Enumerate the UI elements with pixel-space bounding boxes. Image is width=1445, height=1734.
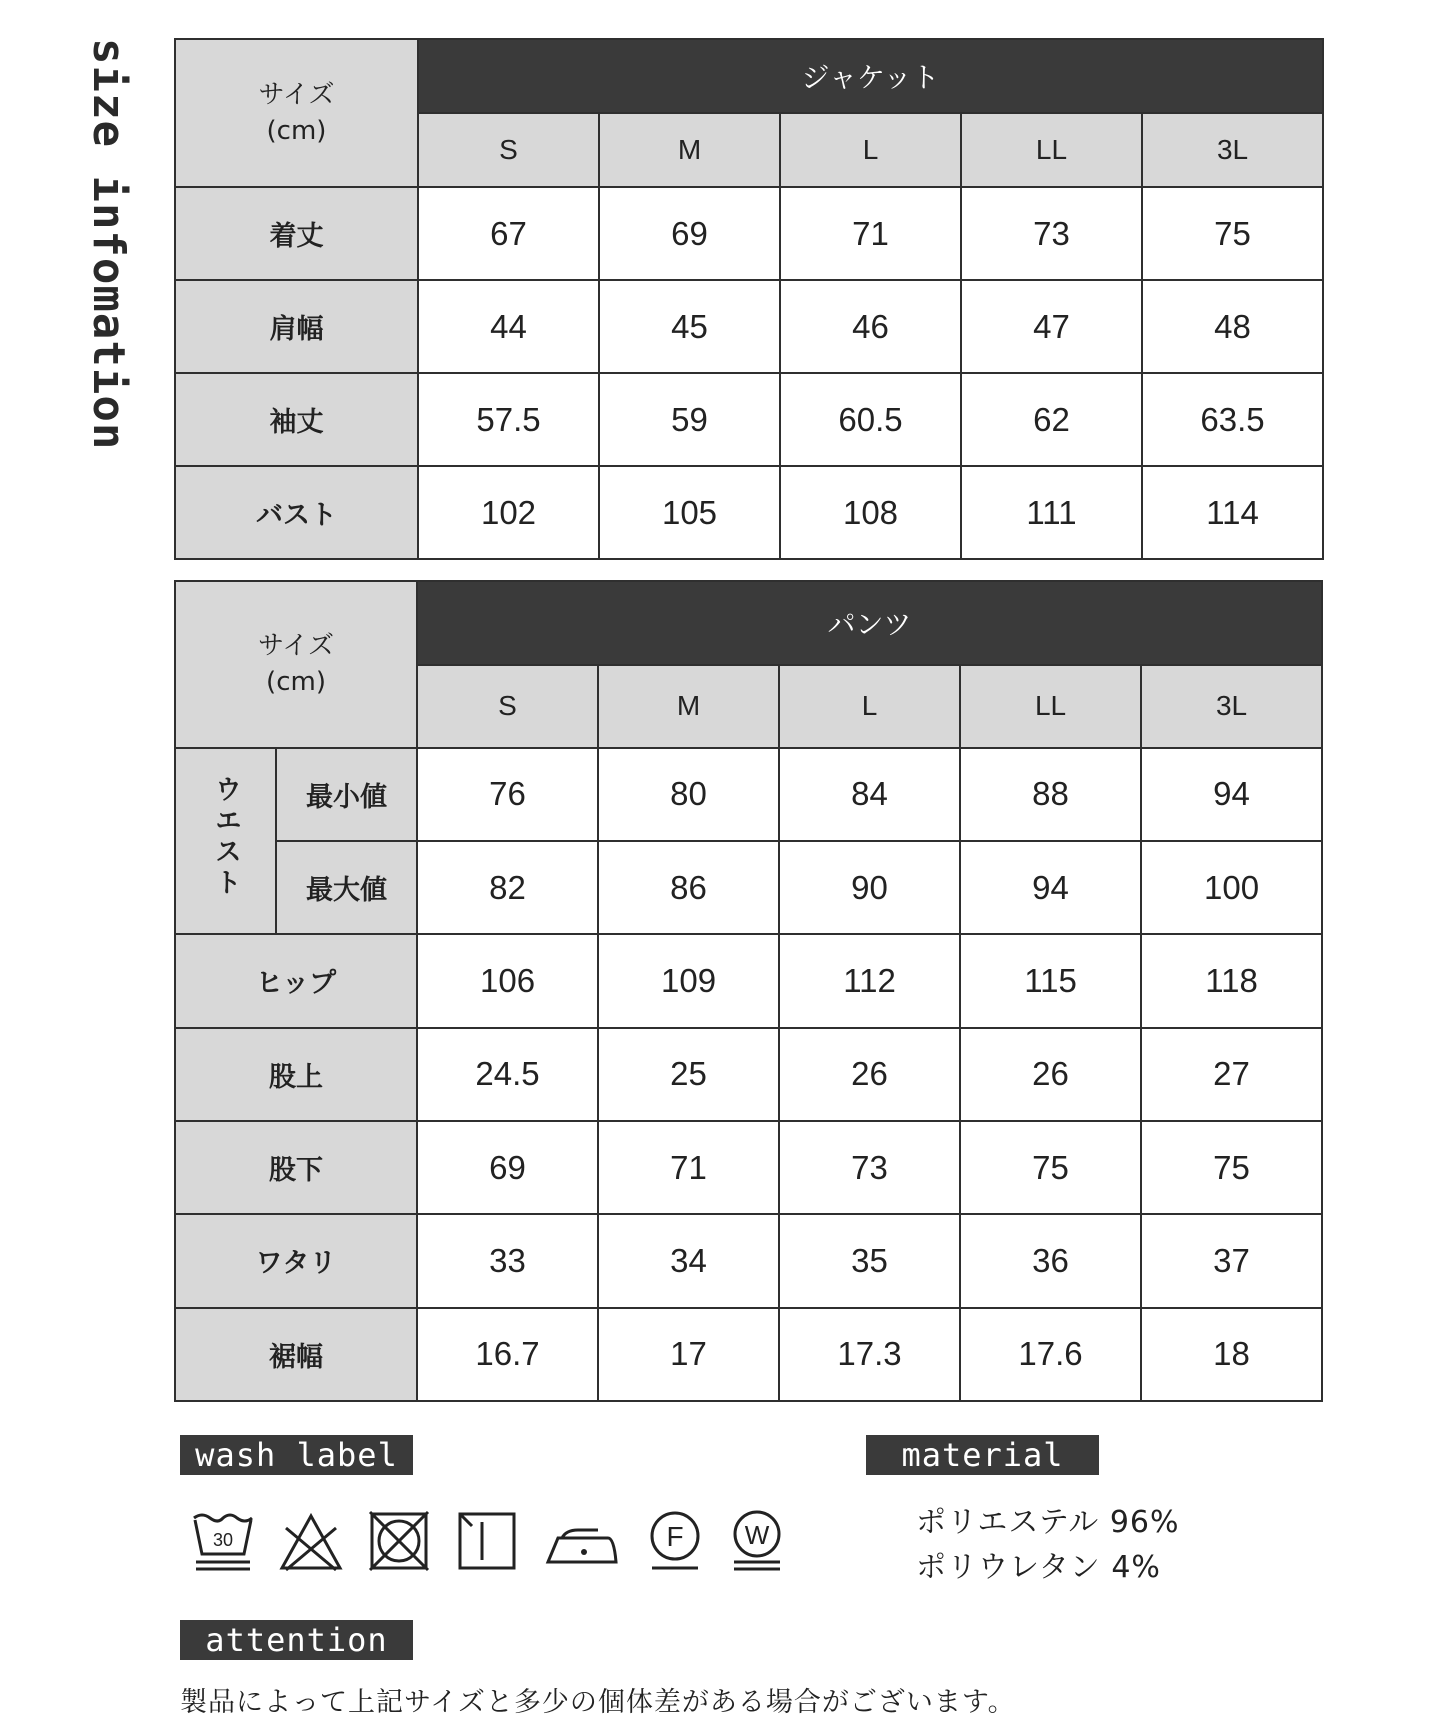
material-heading: material [866, 1435, 1099, 1475]
jacket-row-label: 袖丈 [175, 373, 418, 466]
pants-cell: 26 [779, 1028, 960, 1121]
pants-cell: 106 [417, 934, 598, 1027]
pants-cell: 27 [1141, 1028, 1322, 1121]
jacket-size-s: S [418, 113, 599, 187]
pants-cell: 17.3 [779, 1308, 960, 1401]
pants-row-label: ワタリ [175, 1214, 417, 1307]
wet-clean-w-icon [724, 1508, 790, 1574]
jacket-cell: 48 [1142, 280, 1323, 373]
pants-row-label: ヒップ [175, 934, 417, 1027]
attention-note: 製品によって上記サイズと多少の個体差がある場合がございます。 [180, 1687, 1016, 1718]
material-line: ポリエステル 96% [916, 1505, 1180, 1540]
pants-cell: 73 [779, 1121, 960, 1214]
pants-size-l: L [779, 665, 960, 747]
iron-low-icon [542, 1508, 622, 1574]
pants-cell: 34 [598, 1214, 779, 1307]
pants-cell: 36 [960, 1214, 1141, 1307]
jacket-cell: 71 [780, 187, 961, 280]
pants-cell: 75 [960, 1121, 1141, 1214]
pants-cell: 35 [779, 1214, 960, 1307]
side-title-text: size infomation [83, 38, 134, 451]
jacket-cell: 44 [418, 280, 599, 373]
wash-label-heading: wash label [180, 1435, 413, 1475]
pants-cell: 94 [1141, 748, 1322, 841]
side-title [64, 38, 164, 451]
pants-cell: 24.5 [417, 1028, 598, 1121]
pants-row-label: 最大値 [276, 841, 417, 934]
pants-row [175, 841, 1322, 934]
pants-cell: 118 [1141, 934, 1322, 1027]
wash-30-icon [190, 1508, 256, 1574]
jacket-cell: 108 [780, 466, 961, 559]
no-tumble-dry-icon [366, 1508, 432, 1574]
wet-clean-w-text: W [744, 1520, 770, 1550]
pants-cell: 100 [1141, 841, 1322, 934]
jacket-cell: 105 [599, 466, 780, 559]
pants-row [175, 748, 1322, 841]
pants-waist-group-label [175, 748, 276, 935]
jacket-cell: 45 [599, 280, 780, 373]
jacket-size-ll: LL [961, 113, 1142, 187]
pants-cell: 76 [417, 748, 598, 841]
pants-cell: 26 [960, 1028, 1141, 1121]
pants-row [175, 934, 1322, 1027]
pants-size-m: M [598, 665, 779, 747]
pants-cell: 82 [417, 841, 598, 934]
drip-dry-icon [454, 1508, 520, 1574]
pants-size-table [174, 580, 1323, 1402]
pants-waist-label: ウエスト [210, 775, 241, 900]
jacket-cell: 46 [780, 280, 961, 373]
pants-cell: 25 [598, 1028, 779, 1121]
jacket-size-l: L [780, 113, 961, 187]
pants-cell: 84 [779, 748, 960, 841]
jacket-row-label: 着丈 [175, 187, 418, 280]
jacket-row [175, 373, 1323, 466]
pants-corner-cell [175, 581, 417, 748]
pants-row-label: 股下 [175, 1121, 417, 1214]
jacket-cell: 114 [1142, 466, 1323, 559]
jacket-cell: 57.5 [418, 373, 599, 466]
pants-cell: 75 [1141, 1121, 1322, 1214]
pants-cell: 115 [960, 934, 1141, 1027]
pants-cell: 112 [779, 934, 960, 1027]
jacket-title: ジャケット [418, 39, 1323, 113]
jacket-cell: 69 [599, 187, 780, 280]
jacket-row [175, 187, 1323, 280]
jacket-cell: 63.5 [1142, 373, 1323, 466]
jacket-corner-size-label: サイズ [258, 80, 335, 110]
material-list [916, 1500, 1180, 1590]
pants-row [175, 1214, 1322, 1307]
jacket-cell: 73 [961, 187, 1142, 280]
pants-cell: 90 [779, 841, 960, 934]
pants-cell: 16.7 [417, 1308, 598, 1401]
pants-cell: 80 [598, 748, 779, 841]
jacket-cell: 111 [961, 466, 1142, 559]
jacket-cell: 59 [599, 373, 780, 466]
pants-cell: 18 [1141, 1308, 1322, 1401]
jacket-row [175, 280, 1323, 373]
jacket-cell: 75 [1142, 187, 1323, 280]
pants-cell: 88 [960, 748, 1141, 841]
pants-corner-unit-label: (cm) [266, 667, 326, 698]
pants-row [175, 1308, 1322, 1401]
pants-title: パンツ [417, 581, 1322, 665]
pants-size-3l: 3L [1141, 665, 1322, 747]
pants-cell: 17 [598, 1308, 779, 1401]
jacket-corner-cell [175, 39, 418, 187]
pants-cell: 109 [598, 934, 779, 1027]
jacket-cell: 47 [961, 280, 1142, 373]
jacket-corner-unit-label: (cm) [266, 116, 327, 146]
pants-cell: 33 [417, 1214, 598, 1307]
pants-row-label: 最小値 [276, 748, 417, 841]
jacket-cell: 102 [418, 466, 599, 559]
pants-cell: 17.6 [960, 1308, 1141, 1401]
jacket-size-table [174, 38, 1324, 560]
pants-row [175, 1121, 1322, 1214]
dry-clean-f-text: F [666, 1521, 684, 1552]
attention-heading: attention [180, 1620, 413, 1660]
pants-row [175, 1028, 1322, 1121]
pants-row-label: 裾幅 [175, 1308, 417, 1401]
pants-cell: 86 [598, 841, 779, 934]
pants-row-label: 股上 [175, 1028, 417, 1121]
pants-size-ll: LL [960, 665, 1141, 747]
pants-cell: 69 [417, 1121, 598, 1214]
jacket-size-m: M [599, 113, 780, 187]
jacket-cell: 67 [418, 187, 599, 280]
jacket-cell: 60.5 [780, 373, 961, 466]
pants-cell: 94 [960, 841, 1141, 934]
jacket-row [175, 466, 1323, 559]
jacket-size-3l: 3L [1142, 113, 1323, 187]
wash-30-text: 30 [212, 1530, 234, 1550]
dry-clean-f-icon [642, 1508, 708, 1574]
jacket-row-label: 肩幅 [175, 280, 418, 373]
material-line: ポリウレタン 4% [916, 1550, 1161, 1585]
no-bleach-icon [278, 1508, 344, 1574]
pants-size-s: S [417, 665, 598, 747]
pants-cell: 71 [598, 1121, 779, 1214]
pants-cell: 37 [1141, 1214, 1322, 1307]
jacket-cell: 62 [961, 373, 1142, 466]
wash-icons [190, 1508, 790, 1574]
pants-corner-size-label: サイズ [258, 631, 334, 662]
jacket-row-label: バスト [175, 466, 418, 559]
